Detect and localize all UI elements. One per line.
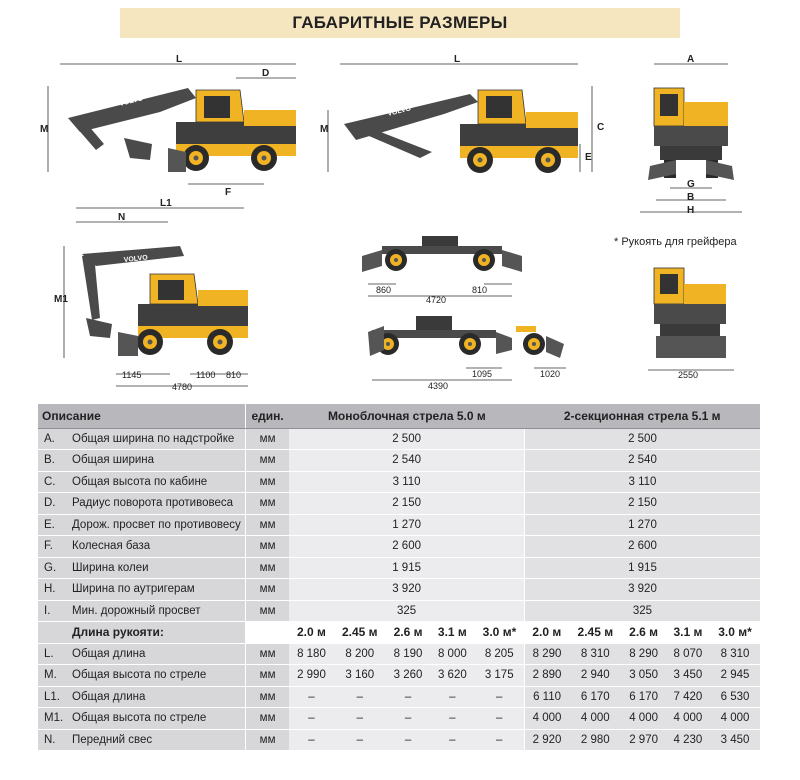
row-unit: мм (245, 557, 289, 579)
value-group2: 2 540 (524, 450, 760, 472)
row-letter: H. (44, 583, 56, 596)
row-label: Мин. дорожный просвет (72, 604, 201, 617)
value-group1: 2 500 (289, 428, 524, 450)
dimensions-table (38, 404, 760, 751)
row-unit: мм (245, 536, 289, 558)
value-group2-cell: 2 980 (569, 729, 621, 751)
dim-860: 860 (376, 285, 392, 295)
row-unit: мм (245, 686, 289, 708)
value-group1-cell: 8 180 (289, 643, 333, 665)
row-description (38, 579, 245, 601)
value-group2-cell: 6 170 (569, 686, 621, 708)
row-description (38, 643, 245, 665)
dim-label-B: B (687, 192, 695, 203)
value-group1: 2 150 (289, 493, 524, 515)
dim-label-M1: M1 (54, 294, 68, 305)
value-group1-cell: – (475, 686, 525, 708)
value-group1-cell: – (334, 686, 386, 708)
row-letter: A. (44, 432, 55, 445)
value-group2: 2 500 (524, 428, 760, 450)
row-description (38, 493, 245, 515)
value-group1-cell: 8 205 (475, 643, 525, 665)
dim-4780: 4780 (172, 382, 193, 392)
table-row (38, 600, 760, 622)
row-letter: F. (44, 540, 53, 553)
row-label: Общая высота по кабине (72, 475, 208, 488)
dim-label-N: N (118, 212, 126, 223)
table-row (38, 493, 760, 515)
row-description (38, 428, 245, 450)
dim-label-H: H (687, 205, 695, 216)
chassis-outrigger-view (362, 236, 522, 305)
dim-1095: 1095 (472, 369, 493, 379)
table-row (38, 643, 760, 665)
brand-label-2: VOLVO (386, 105, 412, 118)
dim-label-G: G (687, 179, 695, 190)
value-group2-cell: 6 530 (710, 686, 760, 708)
row-label: Общая высота по стреле (72, 712, 207, 725)
grab-arm-note: * Рукоять для грейфера (614, 236, 737, 248)
dimension-diagrams (0, 40, 800, 400)
row-label: Колесная база (72, 540, 151, 553)
diagram-canvas (0, 40, 800, 400)
value-group1-cell: 3 160 (334, 665, 386, 687)
value-group1: 325 (289, 600, 524, 622)
arm-length-g1: 3.0 м* (475, 622, 525, 644)
row-label: Общая ширина по надстройке (72, 432, 235, 445)
value-group2: 2 150 (524, 493, 760, 515)
arm-length-g2: 2.45 м (569, 622, 621, 644)
row-unit: мм (245, 471, 289, 493)
row-letter: D. (44, 497, 56, 510)
arm-length-g2: 3.1 м (666, 622, 710, 644)
row-letter: E. (44, 518, 55, 531)
dim-label-L2: L (454, 54, 461, 65)
value-group1-cell: – (289, 686, 333, 708)
value-group2-cell: 3 450 (710, 729, 760, 751)
arm-length-g1: 3.1 м (430, 622, 474, 644)
value-group2-cell: 4 000 (710, 708, 760, 730)
value-group2: 325 (524, 600, 760, 622)
header-group1: Моноблочная стрела 5.0 м (289, 404, 524, 428)
value-group1-cell: – (475, 708, 525, 730)
excavator-side-folded-view (320, 54, 604, 173)
value-group1-cell: 8 200 (334, 643, 386, 665)
arm-length-row (38, 622, 760, 644)
table-row (38, 536, 760, 558)
row-unit: мм (245, 643, 289, 665)
value-group2: 1 270 (524, 514, 760, 536)
header-group2: 2-секционная стрела 5.1 м (524, 404, 760, 428)
arm-length-g1: 2.0 м (289, 622, 333, 644)
page-title-bar (120, 8, 680, 38)
value-group1-cell: 8 190 (386, 643, 430, 665)
value-group1-cell: – (386, 686, 430, 708)
header-unit: един. (245, 404, 289, 428)
arm-length-g2: 2.0 м (524, 622, 569, 644)
value-group2-cell: 8 290 (621, 643, 665, 665)
dim-1020: 1020 (540, 369, 561, 379)
excavator-front-view (640, 54, 742, 216)
value-group1-cell: – (430, 708, 474, 730)
value-group2-cell: 6 170 (621, 686, 665, 708)
excavator-side-view (40, 54, 296, 198)
row-letter: L. (44, 647, 54, 660)
table-row (38, 514, 760, 536)
value-group1: 2 600 (289, 536, 524, 558)
value-group1-cell: – (334, 729, 386, 751)
row-unit: мм (245, 493, 289, 515)
row-letter: M. (44, 669, 57, 682)
dim-label-F: F (225, 187, 232, 198)
table-header-row (38, 404, 760, 428)
value-group2-cell: 4 000 (666, 708, 710, 730)
row-unit: мм (245, 579, 289, 601)
value-group1-cell: – (430, 729, 474, 751)
dim-label-C: C (597, 122, 605, 133)
row-label: Общая ширина (72, 454, 155, 467)
value-group2: 2 600 (524, 536, 760, 558)
value-group1-cell: – (386, 708, 430, 730)
row-letter: M1. (44, 712, 64, 725)
arm-length-g1: 2.6 м (386, 622, 430, 644)
row-label: Передний свес (72, 733, 153, 746)
row-description (38, 729, 245, 751)
table-row (38, 665, 760, 687)
table-row (38, 557, 760, 579)
value-group1-cell: 2 990 (289, 665, 333, 687)
value-group2-cell: 2 970 (621, 729, 665, 751)
value-group2: 3 920 (524, 579, 760, 601)
excavator-front-view-2 (648, 268, 734, 380)
row-unit: мм (245, 514, 289, 536)
dim-4720: 4720 (426, 295, 447, 305)
dim-2550: 2550 (678, 370, 699, 380)
value-group1: 3 920 (289, 579, 524, 601)
value-group2-cell: 8 310 (710, 643, 760, 665)
brand-label: VOLVO (118, 95, 144, 108)
dim-label-L1: L1 (160, 198, 172, 209)
row-description (38, 557, 245, 579)
dim-1145: 1145 (122, 370, 142, 380)
dim-1100: 1100 (196, 370, 216, 380)
row-unit: мм (245, 450, 289, 472)
row-letter: B. (44, 454, 55, 467)
brand-label-3: VOLVO (123, 254, 149, 264)
dim-label-M2: M (320, 124, 329, 135)
row-label: Дорож. просвет по противовесу (72, 518, 241, 531)
table-row (38, 428, 760, 450)
value-group2-cell: 7 420 (666, 686, 710, 708)
value-group1: 1 270 (289, 514, 524, 536)
excavator-grab-view (54, 198, 248, 392)
row-unit: мм (245, 665, 289, 687)
value-group2-cell: 4 000 (621, 708, 665, 730)
arm-length-unit (245, 622, 289, 644)
row-letter: G. (44, 561, 57, 574)
table-row (38, 450, 760, 472)
value-group2-cell: 8 070 (666, 643, 710, 665)
value-group2-cell: 3 050 (621, 665, 665, 687)
table-row (38, 708, 760, 730)
row-label: Общая высота по стреле (72, 669, 207, 682)
row-description (38, 450, 245, 472)
row-letter: N. (44, 733, 56, 746)
row-unit: мм (245, 708, 289, 730)
page-title: ГАБАРИТНЫЕ РАЗМЕРЫ (292, 13, 508, 32)
arm-length-label (38, 622, 245, 644)
table-row (38, 686, 760, 708)
table-row (38, 471, 760, 493)
value-group2-cell: 4 000 (524, 708, 569, 730)
value-group2-cell: 2 890 (524, 665, 569, 687)
value-group1-cell: 3 175 (475, 665, 525, 687)
arm-length-g2: 2.6 м (621, 622, 665, 644)
dim-label-D: D (262, 68, 270, 79)
row-description (38, 471, 245, 493)
value-group1: 2 540 (289, 450, 524, 472)
value-group2-cell: 8 310 (569, 643, 621, 665)
row-label: Ширина по аутригерам (72, 583, 195, 596)
value-group1-cell: – (289, 729, 333, 751)
dim-label-E: E (585, 152, 592, 163)
row-unit: мм (245, 600, 289, 622)
dim-label-M: M (40, 124, 49, 135)
row-label: Общая длина (72, 647, 146, 660)
value-group2-cell: 2 920 (524, 729, 569, 751)
value-group1-cell: – (289, 708, 333, 730)
arm-length-text: Длина рукояти: (72, 625, 164, 640)
dim-810: 810 (226, 370, 242, 380)
row-label: Ширина колеи (72, 561, 149, 574)
row-description (38, 665, 245, 687)
value-group2-cell: 6 110 (524, 686, 569, 708)
table-row (38, 729, 760, 751)
row-description (38, 536, 245, 558)
row-description (38, 708, 245, 730)
value-group1-cell: – (386, 729, 430, 751)
row-description (38, 686, 245, 708)
dim-4390: 4390 (428, 381, 449, 391)
row-label: Радиус поворота противовеса (72, 497, 234, 510)
row-letter: I. (44, 604, 51, 617)
row-description (38, 514, 245, 536)
chassis-blade-view (368, 316, 566, 391)
dim-810b: 810 (472, 285, 488, 295)
value-group2: 3 110 (524, 471, 760, 493)
table-row (38, 579, 760, 601)
value-group2-cell: 4 230 (666, 729, 710, 751)
dim-label-A: A (687, 54, 695, 65)
row-label: Общая длина (72, 690, 146, 703)
value-group2-cell: 2 945 (710, 665, 760, 687)
value-group2: 1 915 (524, 557, 760, 579)
value-group1-cell: – (430, 686, 474, 708)
dim-label-L: L (176, 54, 183, 65)
value-group2-cell: 2 940 (569, 665, 621, 687)
value-group1-cell: 3 260 (386, 665, 430, 687)
row-letter: L1. (44, 690, 60, 703)
row-unit: мм (245, 729, 289, 751)
value-group1-cell: – (334, 708, 386, 730)
value-group1-cell: – (475, 729, 525, 751)
arm-length-g2: 3.0 м* (710, 622, 760, 644)
value-group1: 3 110 (289, 471, 524, 493)
row-description (38, 600, 245, 622)
row-unit: мм (245, 428, 289, 450)
value-group2-cell: 4 000 (569, 708, 621, 730)
value-group1-cell: 3 620 (430, 665, 474, 687)
value-group1: 1 915 (289, 557, 524, 579)
value-group2-cell: 3 450 (666, 665, 710, 687)
header-desc: Описание (38, 404, 245, 428)
row-letter: C. (44, 475, 56, 488)
value-group1-cell: 8 000 (430, 643, 474, 665)
value-group2-cell: 8 290 (524, 643, 569, 665)
arm-length-g1: 2.45 м (334, 622, 386, 644)
